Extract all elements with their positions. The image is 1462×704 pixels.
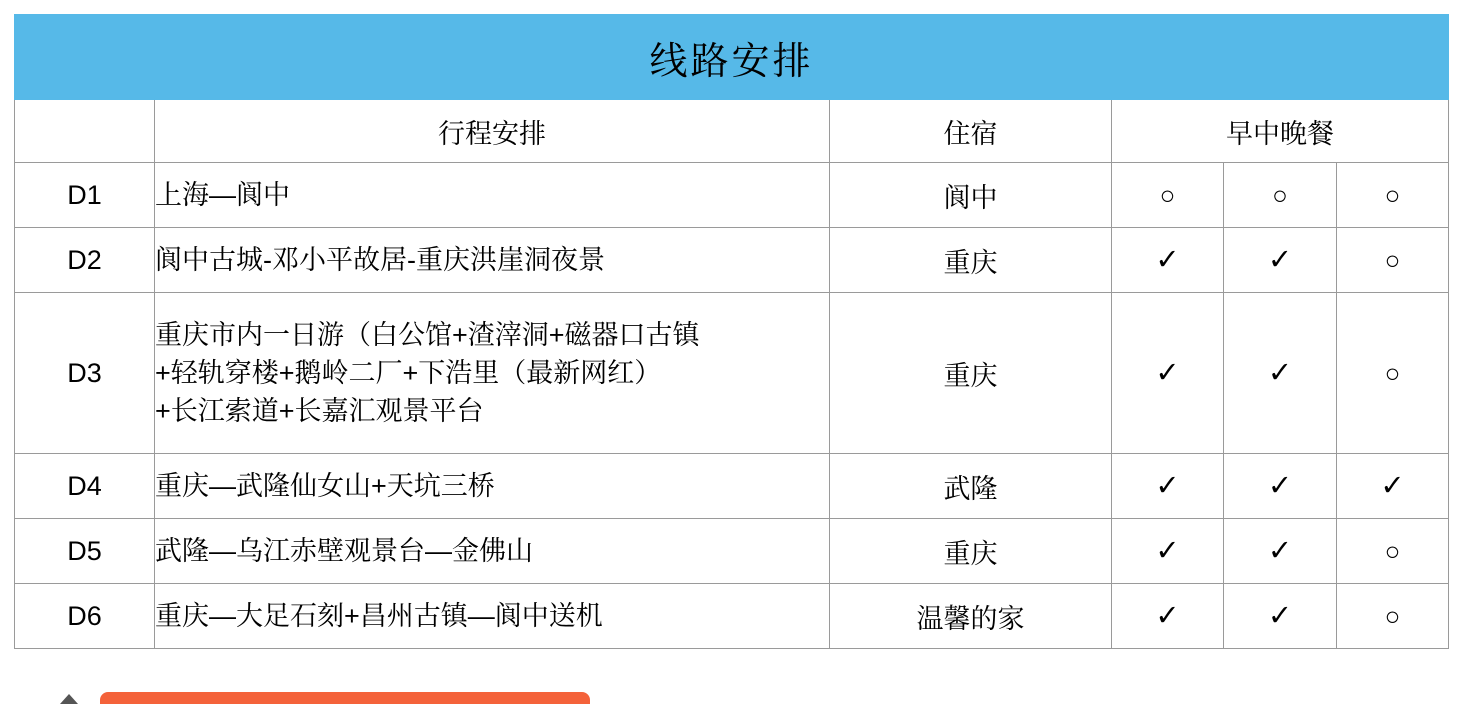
meal-dinner (1337, 584, 1449, 649)
table-row (15, 519, 1449, 584)
meal-lunch (1224, 228, 1337, 293)
page-title: 线路安排 (15, 15, 1449, 100)
meal-breakfast (1112, 293, 1224, 454)
column-header-hotel: 住宿 (830, 100, 1112, 163)
table-row (15, 584, 1449, 649)
row-hotel: 重庆 (830, 293, 1112, 454)
meal-lunch (1224, 293, 1337, 454)
meal-lunch (1224, 454, 1337, 519)
meal-mark: ✓ (1267, 599, 1293, 632)
row-hotel: 阆中 (830, 163, 1112, 228)
caret-icon (60, 694, 78, 704)
row-day: D4 (15, 454, 155, 519)
meal-mark: ✓ (1267, 356, 1293, 389)
meal-breakfast (1112, 163, 1224, 228)
meal-mark: ○ (1384, 357, 1401, 388)
row-plan (155, 163, 830, 228)
plan-line: 上海—阆中 (155, 179, 290, 210)
meal-mark: ✓ (1155, 534, 1180, 567)
row-day: D3 (15, 293, 155, 454)
row-day: D1 (15, 163, 155, 228)
meal-breakfast (1112, 454, 1224, 519)
row-hotel: 温馨的家 (830, 584, 1112, 649)
row-day: D5 (15, 519, 155, 584)
meal-breakfast (1112, 519, 1224, 584)
table-title-row (15, 15, 1449, 100)
row-hotel: 武隆 (830, 454, 1112, 519)
plan-line: +轻轨穿楼+鹅岭二厂+下浩里（最新网红） (155, 357, 662, 388)
row-plan (155, 584, 830, 649)
column-header-day (15, 100, 155, 163)
plan-line: 重庆市内一日游（白公馆+渣滓洞+磁器口古镇 (155, 319, 700, 350)
row-plan (155, 519, 830, 584)
table-header-row (15, 100, 1449, 163)
table-row (15, 228, 1449, 293)
column-header-plan: 行程安排 (155, 100, 830, 163)
meal-lunch (1224, 584, 1337, 649)
plan-line: 武隆—乌江赤壁观景台—金佛山 (155, 535, 533, 566)
plan-line: 重庆—大足石刻+昌州古镇—阆中送机 (155, 600, 603, 631)
table-row (15, 293, 1449, 454)
row-plan (155, 454, 830, 519)
meal-mark: ✓ (1155, 243, 1180, 276)
meal-dinner (1337, 519, 1449, 584)
row-day: D6 (15, 584, 155, 649)
meal-mark: ✓ (1380, 469, 1405, 502)
meal-mark: ○ (1384, 244, 1401, 275)
meal-mark: ✓ (1267, 534, 1293, 567)
row-hotel: 重庆 (830, 519, 1112, 584)
meal-mark: ○ (1384, 600, 1401, 631)
table-row (15, 454, 1449, 519)
meal-mark: ✓ (1155, 356, 1180, 389)
bottom-banner (100, 692, 590, 704)
meal-mark: ✓ (1155, 469, 1180, 502)
meal-dinner (1337, 163, 1449, 228)
meal-mark: ○ (1384, 535, 1401, 566)
meal-lunch (1224, 163, 1337, 228)
meal-lunch (1224, 519, 1337, 584)
meal-mark: ○ (1159, 179, 1176, 210)
meal-dinner (1337, 454, 1449, 519)
meal-breakfast (1112, 228, 1224, 293)
meal-mark: ○ (1272, 179, 1288, 210)
row-plan (155, 228, 830, 293)
meal-mark: ✓ (1267, 243, 1293, 276)
row-plan (155, 293, 830, 454)
row-day: D2 (15, 228, 155, 293)
plan-line: 阆中古城-邓小平故居-重庆洪崖洞夜景 (155, 244, 605, 275)
plan-line: 重庆—武隆仙女山+天坑三桥 (155, 470, 495, 501)
column-header-meals: 早中晚餐 (1112, 100, 1449, 163)
plan-line: +长江索道+长嘉汇观景平台 (155, 396, 484, 427)
meal-mark: ✓ (1267, 469, 1293, 502)
row-hotel: 重庆 (830, 228, 1112, 293)
meal-dinner (1337, 293, 1449, 454)
meal-breakfast (1112, 584, 1224, 649)
meal-mark: ✓ (1155, 599, 1180, 632)
meal-dinner (1337, 228, 1449, 293)
table-row (15, 163, 1449, 228)
meal-mark: ○ (1384, 179, 1401, 210)
itinerary-table (14, 14, 1449, 649)
